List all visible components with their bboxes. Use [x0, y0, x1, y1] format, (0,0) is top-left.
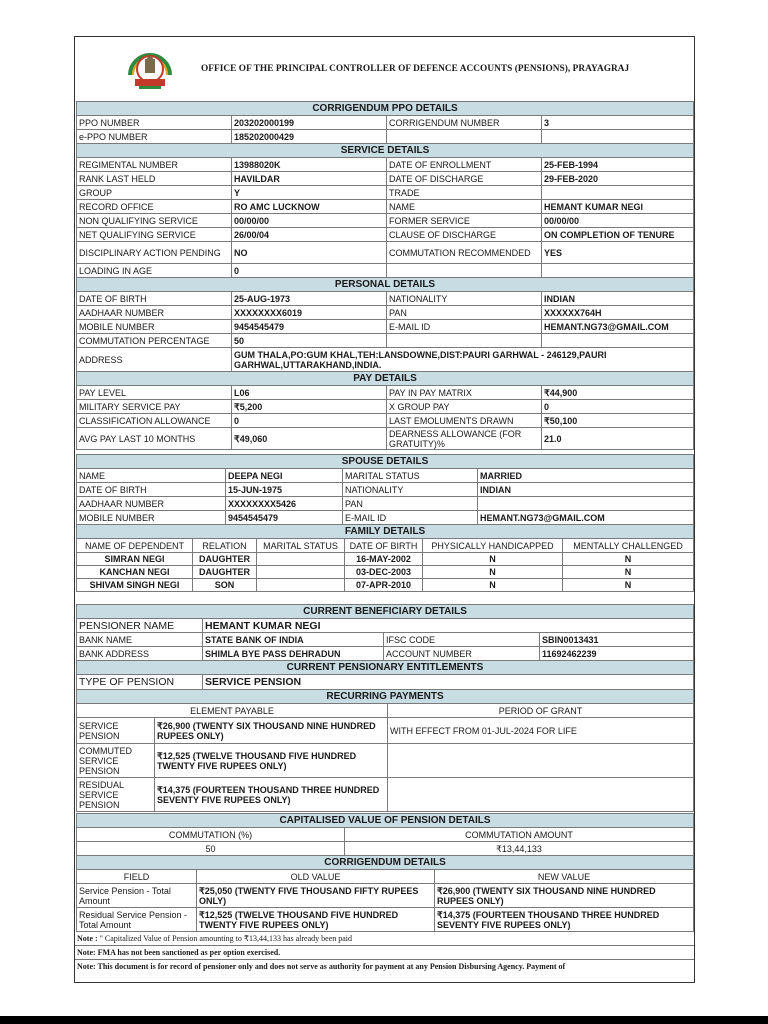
physically-handicapped: N: [423, 579, 563, 592]
field-label: IFSC CODE: [384, 633, 540, 647]
field-label: PAY LEVEL: [77, 386, 232, 400]
capitalised-value-table: [76, 813, 694, 856]
field-label: PAN: [343, 497, 478, 511]
note-text: Note: FMA has not been sanctioned as per option exercised.: [77, 948, 281, 957]
field-label: TRADE: [387, 186, 542, 200]
section-title: CORRIGENDUM PPO DETAILS: [77, 102, 694, 116]
spouse-details-table: [76, 454, 694, 525]
section-title: CURRENT PENSIONARY ENTITLEMENTS: [77, 661, 694, 675]
field-value: HEMANT KUMAR NEGI: [542, 200, 694, 214]
field-value: 9454545479: [232, 320, 387, 334]
column-header: NEW VALUE: [435, 870, 694, 884]
old-value: ₹25,050 (TWENTY FIVE THOUSAND FIFTY RUPEES ONLY): [197, 884, 435, 908]
field-label: BANK ADDRESS: [77, 647, 203, 661]
field-value: MARRIED: [478, 469, 694, 483]
field-value: 185202000429: [232, 130, 387, 144]
column-header: COMMUTATION AMOUNT: [345, 828, 694, 842]
field-label: LOADING IN AGE: [77, 264, 232, 278]
field-label: CLASSIFICATION ALLOWANCE: [77, 414, 232, 428]
date-of-birth: 03-DEC-2003: [345, 566, 423, 579]
document-notes: [75, 932, 694, 973]
field-value: [542, 130, 694, 144]
new-value: ₹26,900 (TWENTY SIX THOUSAND NINE HUNDRED RUPEES ONLY): [435, 884, 694, 908]
note-text: Note: This document is for record of pensioner only and does not serve as authority for payment at any Pension Disbursing Agency. Payment of: [77, 962, 566, 971]
field-value: HEMANT.NG73@GMAIL.COM: [542, 320, 694, 334]
field-label: CORRIGENDUM NUMBER: [387, 116, 542, 130]
element-amount: ₹26,900 (TWENTY SIX THOUSAND NINE HUNDRED RUPEES ONLY): [155, 718, 388, 744]
note-fma: [75, 946, 694, 960]
period-of-grant: WITH EFFECT FROM 01-JUL-2024 FOR LIFE: [388, 718, 694, 744]
dependent-name: KANCHAN NEGI: [77, 566, 193, 579]
field-value: [542, 334, 694, 348]
table-row: [77, 553, 694, 566]
field-value: 00/00/00: [232, 214, 387, 228]
field-value: 15-JUN-1975: [226, 483, 343, 497]
emblem-seal-icon: [125, 45, 175, 91]
field-label: DEARNESS ALLOWANCE (FOR GRATUITY)%: [387, 428, 542, 450]
field-label: DISCIPLINARY ACTION PENDING: [77, 242, 232, 264]
field-value: 25-FEB-1994: [542, 158, 694, 172]
column-header: ELEMENT PAYABLE: [77, 704, 388, 718]
dependent-name: SHIVAM SINGH NEGI: [77, 579, 193, 592]
field-label: BANK NAME: [77, 633, 203, 647]
column-header: MENTALLY CHALLENGED: [563, 539, 694, 553]
field-label: [387, 334, 542, 348]
service-details-table: [76, 143, 694, 278]
ppo-details-table: [76, 101, 694, 144]
corrigendum-details-table: [76, 855, 694, 932]
bottom-bar: [0, 1016, 768, 1024]
field-value: 21.0: [542, 428, 694, 450]
table-row: [77, 884, 694, 908]
section-title: PERSONAL DETAILS: [77, 278, 694, 292]
element-amount: ₹12,525 (TWELVE THOUSAND FIVE HUNDRED TWENTY FIVE RUPEES ONLY): [155, 744, 388, 778]
field-value: 29-FEB-2020: [542, 172, 694, 186]
physically-handicapped: N: [423, 553, 563, 566]
section-title: SERVICE DETAILS: [77, 144, 694, 158]
entitlements-table: [76, 660, 694, 690]
field-label: PENSIONER NAME: [77, 619, 203, 633]
note-capitalized-value: [75, 932, 694, 946]
field-label: DATE OF DISCHARGE: [387, 172, 542, 186]
address-value: GUM THALA,PO:GUM KHAL,TEH:LANSDOWNE,DIST:PAURI GARHWAL - 246129,PAURI GARHWAL,UTTARAKHAND,INDIA.: [232, 348, 694, 373]
field-value: 50: [232, 334, 387, 348]
element-name: COMMUTED SERVICE PENSION: [77, 744, 155, 778]
office-title: OFFICE OF THE PRINCIPAL CONTROLLER OF DEFENCE ACCOUNTS (PENSIONS), PRAYAGRAJ: [201, 64, 630, 74]
note-record: [75, 960, 694, 973]
field-value: RO AMC LUCKNOW: [232, 200, 387, 214]
field-value: L06: [232, 386, 387, 400]
marital-status: [257, 566, 345, 579]
beneficiary-details-table: [76, 604, 694, 661]
field-label: E-MAIL ID: [387, 320, 542, 334]
table-row: [77, 744, 694, 778]
section-title: CURRENT BENEFICIARY DETAILS: [77, 605, 694, 619]
field-label: AADHAAR NUMBER: [77, 306, 232, 320]
field-value: XXXXXXXX5426: [226, 497, 343, 511]
field-label: DATE OF BIRTH: [77, 292, 232, 306]
new-value: ₹14,375 (FOURTEEN THOUSAND THREE HUNDRED SEVENTY FIVE RUPEES ONLY): [435, 908, 694, 932]
field-label: AADHAAR NUMBER: [77, 497, 226, 511]
field-label: COMMUTATION RECOMMENDED: [387, 242, 542, 264]
old-value: ₹12,525 (TWELVE THOUSAND FIVE HUNDRED TWENTY FIVE RUPEES ONLY): [197, 908, 435, 932]
field-value: SHIMLA BYE PASS DEHRADUN: [203, 647, 384, 661]
commutation-amount: ₹13,44,133: [345, 842, 694, 856]
section-title: FAMILY DETAILS: [77, 525, 694, 539]
field-value: 26/00/04: [232, 228, 387, 242]
field-value: Y: [232, 186, 387, 200]
note-prefix: Note :: [77, 934, 98, 943]
personal-details-table: [76, 277, 694, 373]
column-header: RELATION: [193, 539, 257, 553]
date-of-birth: 07-APR-2010: [345, 579, 423, 592]
field-value: ₹44,900: [542, 386, 694, 400]
field-value: 0: [542, 400, 694, 414]
dependent-name: SIMRAN NEGI: [77, 553, 193, 566]
field-label: CLAUSE OF DISCHARGE: [387, 228, 542, 242]
field-label: PAN: [387, 306, 542, 320]
field-label: MOBILE NUMBER: [77, 320, 232, 334]
element-name: SERVICE PENSION: [77, 718, 155, 744]
recurring-payments-table: [76, 689, 694, 812]
field-value: HEMANT.NG73@GMAIL.COM: [478, 511, 694, 525]
table-row: [77, 566, 694, 579]
column-header: COMMUTATION (%): [77, 828, 345, 842]
commutation-percent: 50: [77, 842, 345, 856]
field-label: PPO NUMBER: [77, 116, 232, 130]
column-header: PERIOD OF GRANT: [388, 704, 694, 718]
field-value: [478, 497, 694, 511]
mentally-challenged: N: [563, 566, 694, 579]
field-value: ₹49,060: [232, 428, 387, 450]
field-value: ₹5,200: [232, 400, 387, 414]
field-value: STATE BANK OF INDIA: [203, 633, 384, 647]
pension-type: SERVICE PENSION: [203, 675, 694, 690]
element-name: RESIDUAL SERVICE PENSION: [77, 778, 155, 812]
section-title: CORRIGENDUM DETAILS: [77, 856, 694, 870]
section-title: PAY DETAILS: [77, 372, 694, 386]
field-label: FORMER SERVICE: [387, 214, 542, 228]
field-value: ON COMPLETION OF TENURE: [542, 228, 694, 242]
field-value: 13988020K: [232, 158, 387, 172]
relation: DAUGHTER: [193, 566, 257, 579]
field-label: GROUP: [77, 186, 232, 200]
field-label: ACCOUNT NUMBER: [384, 647, 540, 661]
column-header: MARITAL STATUS: [257, 539, 345, 553]
document-header: [75, 37, 694, 101]
note-text: " Capitalized Value of Pension amounting to ₹13,44,133 has already been paid: [99, 934, 353, 943]
element-amount: ₹14,375 (FOURTEEN THOUSAND THREE HUNDRED SEVENTY FIVE RUPEES ONLY): [155, 778, 388, 812]
field-label: MARITAL STATUS: [343, 469, 478, 483]
pay-details-table: [76, 371, 694, 450]
column-header: DATE OF BIRTH: [345, 539, 423, 553]
column-header: FIELD: [77, 870, 197, 884]
field-label: NATIONALITY: [387, 292, 542, 306]
corrigendum-field: Service Pension - Total Amount: [77, 884, 197, 908]
field-label: COMMUTATION PERCENTAGE: [77, 334, 232, 348]
field-label: AVG PAY LAST 10 MONTHS: [77, 428, 232, 450]
physically-handicapped: N: [423, 566, 563, 579]
field-value: HAVILDAR: [232, 172, 387, 186]
relation: SON: [193, 579, 257, 592]
pension-document: [74, 36, 695, 983]
corrigendum-field: Residual Service Pension - Total Amount: [77, 908, 197, 932]
field-value: XXXXXXXX6019: [232, 306, 387, 320]
table-row: [77, 579, 694, 592]
field-label: NAME: [77, 469, 226, 483]
field-label: NATIONALITY: [343, 483, 478, 497]
field-label: ADDRESS: [77, 348, 232, 373]
field-label: RECORD OFFICE: [77, 200, 232, 214]
field-label: TYPE OF PENSION: [77, 675, 203, 690]
field-label: REGIMENTAL NUMBER: [77, 158, 232, 172]
pensioner-name: HEMANT KUMAR NEGI: [203, 619, 694, 633]
marital-status: [257, 579, 345, 592]
field-label: DATE OF ENROLLMENT: [387, 158, 542, 172]
table-row: [77, 718, 694, 744]
field-label: [387, 264, 542, 278]
column-header: NAME OF DEPENDENT: [77, 539, 193, 553]
field-value: 0: [232, 414, 387, 428]
section-title: CAPITALISED VALUE OF PENSION DETAILS: [77, 814, 694, 828]
field-value: 203202000199: [232, 116, 387, 130]
field-value: SBIN0013431: [540, 633, 694, 647]
field-value: XXXXXX764H: [542, 306, 694, 320]
section-title: RECURRING PAYMENTS: [77, 690, 694, 704]
field-label: e-PPO NUMBER: [77, 130, 232, 144]
field-label: MOBILE NUMBER: [77, 511, 226, 525]
field-label: RANK LAST HELD: [77, 172, 232, 186]
table-row: [77, 908, 694, 932]
mentally-challenged: N: [563, 579, 694, 592]
field-value: [542, 186, 694, 200]
field-label: E-MAIL ID: [343, 511, 478, 525]
field-label: NON QUALIFYING SERVICE: [77, 214, 232, 228]
field-value: 9454545479: [226, 511, 343, 525]
field-value: YES: [542, 242, 694, 264]
period-of-grant: [388, 744, 694, 778]
field-value: DEEPA NEGI: [226, 469, 343, 483]
field-label: NAME: [387, 200, 542, 214]
date-of-birth: 16-MAY-2002: [345, 553, 423, 566]
field-value: NO: [232, 242, 387, 264]
field-value: 25-AUG-1973: [232, 292, 387, 306]
field-value: INDIAN: [478, 483, 694, 497]
column-header: PHYSICALLY HANDICAPPED: [423, 539, 563, 553]
column-header: OLD VALUE: [197, 870, 435, 884]
section-title: SPOUSE DETAILS: [77, 455, 694, 469]
field-label: LAST EMOLUMENTS DRAWN: [387, 414, 542, 428]
relation: DAUGHTER: [193, 553, 257, 566]
field-label: [387, 130, 542, 144]
field-value: INDIAN: [542, 292, 694, 306]
field-label: X GROUP PAY: [387, 400, 542, 414]
field-label: MILITARY SERVICE PAY: [77, 400, 232, 414]
field-label: NET QUALIFYING SERVICE: [77, 228, 232, 242]
field-value: ₹50,100: [542, 414, 694, 428]
marital-status: [257, 553, 345, 566]
field-label: PAY IN PAY MATRIX: [387, 386, 542, 400]
period-of-grant: [388, 778, 694, 812]
mentally-challenged: N: [563, 553, 694, 566]
field-value: 11692462239: [540, 647, 694, 661]
family-details-table: [76, 524, 694, 592]
field-value: [542, 264, 694, 278]
field-value: 00/00/00: [542, 214, 694, 228]
field-label: DATE OF BIRTH: [77, 483, 226, 497]
field-value: 3: [542, 116, 694, 130]
field-value: 0: [232, 264, 387, 278]
table-row: [77, 778, 694, 812]
